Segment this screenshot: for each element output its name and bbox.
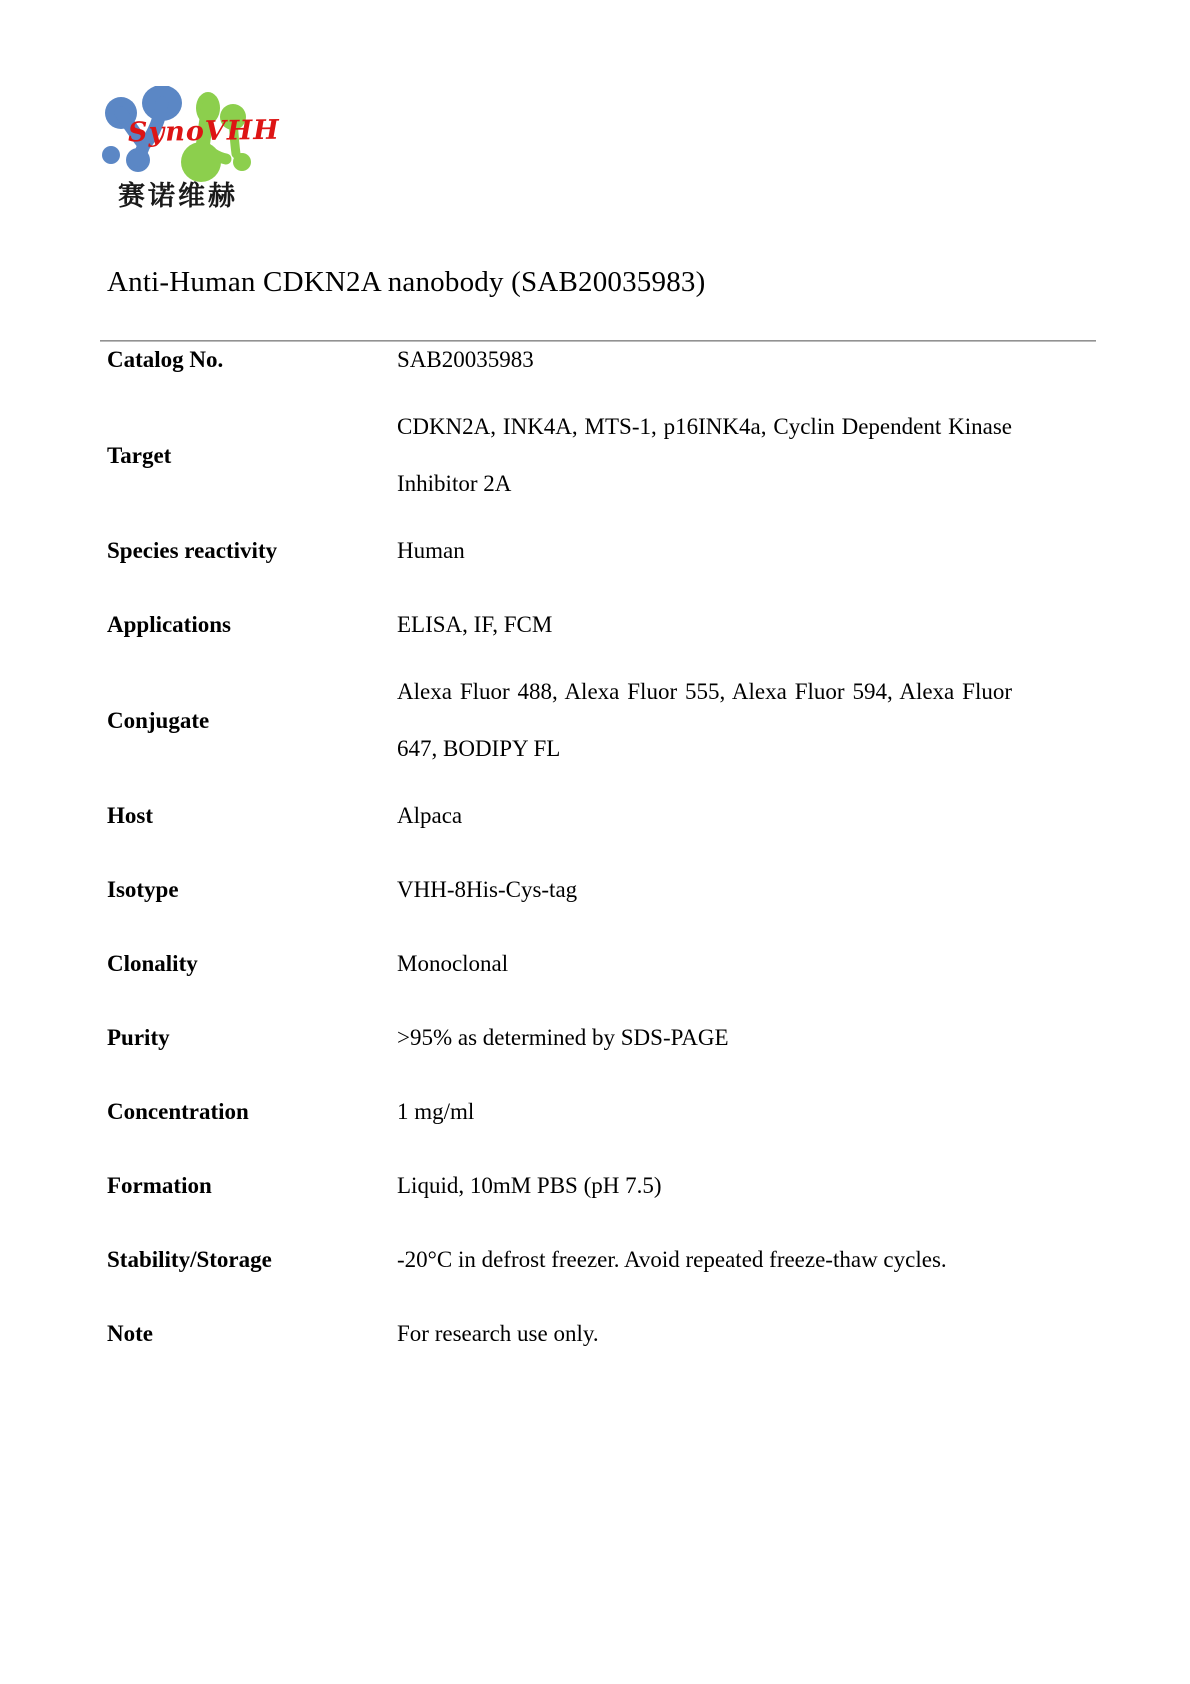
spec-row-species: [107, 522, 1012, 579]
spec-value: 1 mg/ml: [397, 1099, 475, 1124]
spec-value: Liquid, 10mM PBS (pH 7.5): [397, 1173, 662, 1198]
spec-label: Conjugate: [107, 707, 210, 733]
spec-value: Monoclonal: [397, 951, 509, 976]
spec-value: -20°C in defrost freezer. Avoid repeated freeze-thaw cycles.: [397, 1247, 947, 1272]
spec-row-conjugate: [107, 663, 1012, 777]
page-title: Anti-Human CDKN2A nanobody (SAB20035983): [107, 266, 706, 298]
spec-row-stability: [107, 1231, 1012, 1288]
spec-row-applications: [107, 596, 1012, 653]
spec-row-isotype: [107, 861, 1012, 918]
spec-row-clonality: [107, 935, 1012, 992]
spec-label: Clonality: [107, 951, 198, 976]
spec-label: Concentration: [107, 1099, 249, 1124]
spec-label: Stability/Storage: [107, 1247, 272, 1272]
spec-value: Human: [397, 538, 465, 563]
spec-label: Formation: [107, 1173, 212, 1198]
spec-label: Target: [107, 442, 172, 468]
spec-value: Alpaca: [397, 803, 463, 828]
spec-value: Alexa Fluor 488, Alexa Fluor 555, Alexa Fluor 594, Alexa Fluor 647, BODIPY FL: [397, 679, 1012, 761]
spec-label: Host: [107, 803, 153, 828]
spec-label: Species reactivity: [107, 538, 278, 563]
synovhh-logo: [100, 86, 280, 216]
logo-chinese-text: 赛诺维赫: [118, 181, 238, 212]
spec-value: >95% as determined by SDS-PAGE: [397, 1025, 729, 1050]
spec-label: Catalog No.: [107, 347, 224, 372]
spec-label: Note: [107, 1321, 153, 1346]
spec-value: SAB20035983: [397, 347, 534, 372]
spec-value: CDKN2A, INK4A, MTS-1, p16INK4a, Cyclin Dependent Kinase Inhibitor 2A: [397, 414, 1012, 496]
spec-row-concentration: [107, 1083, 1012, 1140]
spec-label: Purity: [107, 1025, 170, 1050]
spec-value: ELISA, IF, FCM: [397, 612, 553, 637]
spec-row-target: [107, 398, 1012, 512]
spec-label: Applications: [107, 612, 231, 637]
spec-value: For research use only.: [397, 1321, 599, 1346]
logo-script-text: SynoVHH: [127, 114, 281, 149]
spec-value: VHH-8His-Cys-tag: [397, 877, 578, 902]
spec-label: Isotype: [107, 877, 179, 902]
spec-row-note: [107, 1305, 1012, 1362]
spec-row-host: [107, 787, 1012, 844]
spec-table: [107, 331, 1012, 1379]
spec-row-formation: [107, 1157, 1012, 1214]
spec-row-catalog: [107, 331, 1012, 388]
spec-row-purity: [107, 1009, 1012, 1066]
